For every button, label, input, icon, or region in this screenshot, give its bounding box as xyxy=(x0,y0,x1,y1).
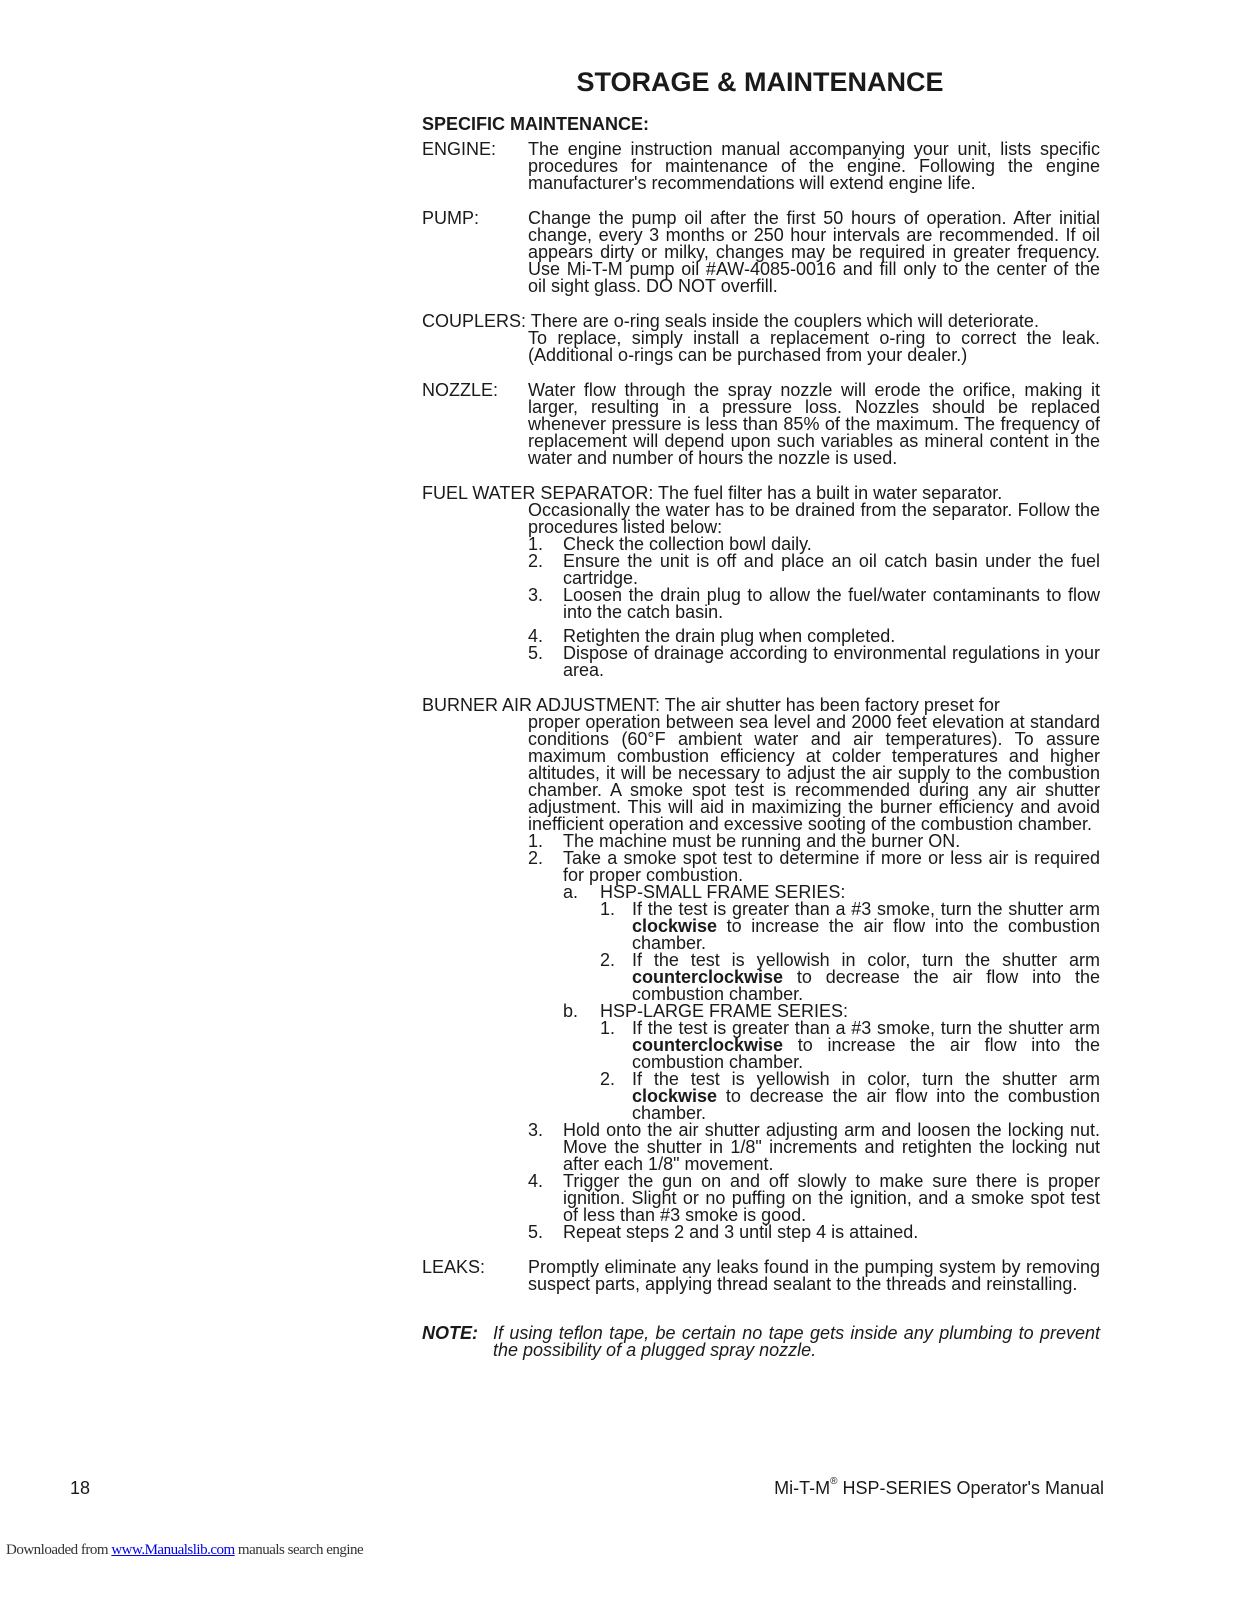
list-item xyxy=(600,1071,1100,1122)
list-item xyxy=(528,645,1100,679)
step-text: Check the collection bowl daily. xyxy=(563,534,812,554)
note-label: NOTE: xyxy=(422,1323,478,1343)
couplers-section xyxy=(422,313,1100,364)
leaks-section xyxy=(422,1259,1100,1293)
fuel-separator-body: Occasionally the water has to be drained from the separator. Follow the procedures listed below: xyxy=(528,500,1100,537)
registered-mark: ® xyxy=(830,1476,838,1487)
couplers-text: To replace, simply install a replacement o-ring to correct the leak. (Additional o-rings can be purchased from your dealer.) xyxy=(528,328,1100,365)
list-item xyxy=(528,1173,1100,1224)
step-text: Loosen the drain plug to allow the fuel/water contaminants to flow into the catch basin. xyxy=(563,585,1100,622)
nozzle-text: Water flow through the spray nozzle will erode the orifice, making it larger, resulting in a pressure loss. Nozzles should be replaced whenever pressure is less than 85% of the maximum. The frequency of replacement will depend upon such variables as mineral content in the water and number of hours the nozzle is used. xyxy=(528,380,1100,468)
step-number: 1. xyxy=(600,1018,616,1038)
step-text: Take a smoke spot test to determine if more or less air is required for proper combustion. xyxy=(563,848,1100,885)
download-prefix: Downloaded from xyxy=(6,1542,112,1558)
step-number: 4. xyxy=(528,626,544,646)
step-text: Repeat steps 2 and 3 until step 4 is attained. xyxy=(563,1222,919,1242)
step-text-part: to decrease the air flow into the combustion chamber. xyxy=(632,967,1100,1004)
step-text xyxy=(632,1071,1100,1122)
fuel-separator-intro: FUEL WATER SEPARATOR: The fuel filter has a built in water separator. xyxy=(422,483,1003,503)
step-number: 1. xyxy=(528,534,544,554)
direction-emphasis: clockwise xyxy=(632,916,718,936)
step-number: 2. xyxy=(600,1069,616,1089)
step-content xyxy=(600,884,1100,1003)
fuel-separator-text xyxy=(528,502,1100,679)
manualslib-link[interactable]: www.Manualslib.com xyxy=(111,1542,235,1558)
fuel-separator-section xyxy=(422,485,1100,679)
list-item xyxy=(528,1224,1100,1241)
note xyxy=(422,1325,1100,1359)
step-text: Hold onto the air shutter adjusting arm and loosen the locking nut. Move the shutter in 1/8" increments and retighten the locking nut after each 1/8" movement. xyxy=(563,1120,1100,1174)
list-item xyxy=(528,850,1100,1122)
step-letter: b. xyxy=(563,1001,579,1021)
step-text: Dispose of drainage according to environmental regulations in your area. xyxy=(563,643,1100,680)
nozzle-section xyxy=(422,382,1100,467)
engine-section xyxy=(422,141,1100,192)
page-title: STORAGE & MAINTENANCE xyxy=(576,67,944,97)
list-item xyxy=(600,1020,1100,1071)
nozzle-label: NOZZLE: xyxy=(422,380,499,400)
list-item xyxy=(528,553,1100,587)
note-text: If using teflon tape, be certain no tape gets inside any plumbing to prevent the possibility of a plugged spray nozzle. xyxy=(493,1323,1100,1360)
list-item xyxy=(563,1003,1100,1122)
step-number: 2. xyxy=(528,551,544,571)
maintenance-content xyxy=(422,116,1100,1359)
step-text xyxy=(632,1020,1100,1071)
manual-title xyxy=(774,1478,1104,1499)
step-number: 5. xyxy=(528,643,544,663)
section-subheading: SPECIFIC MAINTENANCE: xyxy=(422,114,650,134)
direction-emphasis: counterclockwise xyxy=(632,1035,784,1055)
step-number: 1. xyxy=(600,899,616,919)
leaks-text: Promptly eliminate any leaks found in the pumping system by removing suspect parts, applying thread sealant to the threads and reinstalling. xyxy=(528,1257,1100,1294)
burner-section xyxy=(422,697,1100,1241)
brand-name: Mi-T-M xyxy=(774,1478,831,1498)
step-text: Retighten the drain plug when completed. xyxy=(563,626,896,646)
pump-label: PUMP: xyxy=(422,208,480,228)
pump-text: Change the pump oil after the first 50 hours of operation. After initial change, every 3 months or 250 hour intervals are recommended. If oil appears dirty or milky, changes may be required in greater frequency. Use Mi-T-M pump oil #AW-4085-0016 and fill only to the center of the oil sight glass. DO NOT overfill. xyxy=(528,208,1100,296)
step-text: The machine must be running and the burner ON. xyxy=(563,831,961,851)
burner-text xyxy=(528,714,1100,1241)
list-item xyxy=(600,952,1100,1003)
step-text xyxy=(632,952,1100,1003)
step-number: 4. xyxy=(528,1171,544,1191)
step-letter: a. xyxy=(563,882,579,902)
step-content xyxy=(563,850,1100,1122)
step-text-part: to increase the air flow into the combustion chamber. xyxy=(632,1035,1100,1072)
step-text-part: to increase the air flow into the combustion chamber. xyxy=(632,916,1100,953)
burner-body: proper operation between sea level and 2000 feet elevation at standard conditions (60°F ambient water and air temperatures). To assure maximum combustion efficiency at colder temperatures and higher altitudes, it will be necessary to adjust the air supply to the combustion chamber. A smoke spot test is recommended during any air shutter adjustment. This will aid in maximizing the burner efficiency and avoid inefficient operation and excessive sooting of the combustion chamber. xyxy=(528,712,1100,834)
step-text: Ensure the unit is off and place an oil catch basin under the fuel cartridge. xyxy=(563,551,1100,588)
couplers-intro: COUPLERS: There are o-ring seals inside the couplers which will deteriorate. xyxy=(422,311,1039,331)
step-text-part: If the test is greater than a #3 smoke, turn the shutter arm xyxy=(632,1018,1100,1038)
step-number: 3. xyxy=(528,1120,544,1140)
list-item xyxy=(563,884,1100,1003)
step-text xyxy=(632,901,1100,952)
step-number: 1. xyxy=(528,831,544,851)
engine-text: The engine instruction manual accompanying your unit, lists specific procedures for maintenance of the engine. Following the engine manufacturer's recommendations will extend engine life. xyxy=(528,139,1100,193)
step-number: 2. xyxy=(600,950,616,970)
download-credit xyxy=(6,1542,363,1559)
manual-name: HSP-SERIES Operator's Manual xyxy=(837,1478,1104,1498)
download-suffix: manuals search engine xyxy=(234,1542,364,1558)
series-heading: HSP-LARGE FRAME SERIES: xyxy=(600,1001,849,1021)
step-number: 3. xyxy=(528,585,544,605)
direction-emphasis: counterclockwise xyxy=(632,967,784,987)
pump-section xyxy=(422,210,1100,295)
step-text-part: If the test is yellowish in color, turn the shutter arm xyxy=(632,950,1100,970)
step-text-part: to decrease the air flow into the combustion chamber. xyxy=(632,1086,1100,1123)
engine-label: ENGINE: xyxy=(422,139,497,159)
step-text: Trigger the gun on and off slowly to make sure there is proper ignition. Slight or no puffing on the ignition, and a smoke spot test of less than #3 smoke is good. xyxy=(563,1171,1100,1225)
list-item xyxy=(528,1122,1100,1173)
burner-intro: BURNER AIR ADJUSTMENT: The air shutter has been factory preset for xyxy=(422,695,1000,715)
list-item xyxy=(528,587,1100,621)
step-content xyxy=(600,1003,1100,1122)
series-heading: HSP-SMALL FRAME SERIES: xyxy=(600,882,846,902)
page-number: 18 xyxy=(70,1478,91,1498)
list-item xyxy=(600,901,1100,952)
step-number: 2. xyxy=(528,848,544,868)
step-number: 5. xyxy=(528,1222,544,1242)
step-text-part: If the test is greater than a #3 smoke, turn the shutter arm xyxy=(632,899,1100,919)
leaks-label: LEAKS: xyxy=(422,1257,486,1277)
direction-emphasis: clockwise xyxy=(632,1086,718,1106)
step-text-part: If the test is yellowish in color, turn the shutter arm xyxy=(632,1069,1100,1089)
